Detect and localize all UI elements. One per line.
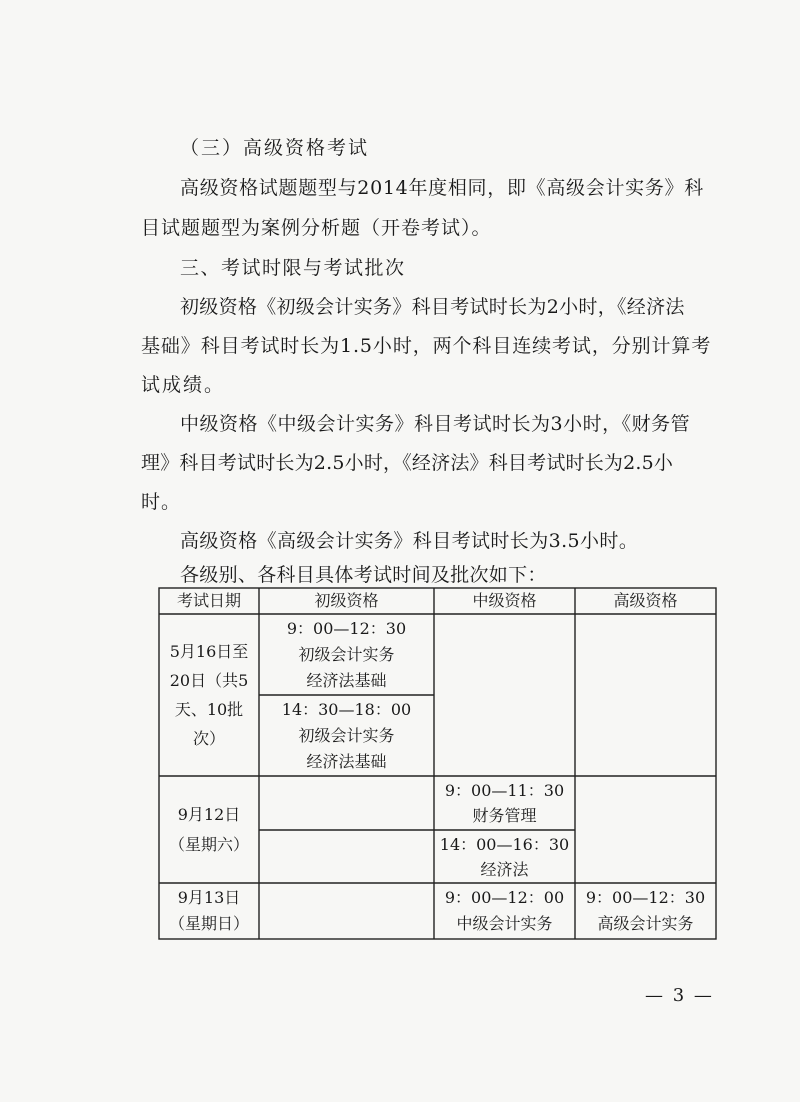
date-cell-may <box>159 614 259 776</box>
senior-sep13 <box>575 883 716 939</box>
date-line: 20日（共5 <box>169 671 249 690</box>
junior-batch-morning <box>259 614 434 695</box>
time-range: 9：00—11：30 <box>444 781 565 800</box>
paragraph-intermediate-line-1: 中级资格《中级会计实务》科目考试时长为3小时，《财务管 <box>180 413 691 435</box>
header-exam-date: 考试日期 <box>176 591 241 610</box>
intermediate-sep13 <box>434 883 575 939</box>
section-heading-exam-duration: 三、考试时限与考试批次 <box>180 257 406 279</box>
time-range: 9：00—12：00 <box>444 888 565 907</box>
date-line: 5月16日至 <box>169 642 249 661</box>
paragraph-junior-line-1: 初级资格《初级会计实务》科目考试时长为2小时，《经济法 <box>180 296 685 318</box>
subject: 财务管理 <box>472 806 537 825</box>
heading-senior-exam: （三）高级资格考试 <box>180 137 370 159</box>
header-intermediate: 中级资格 <box>472 591 537 610</box>
paragraph-junior-line-3: 试成绩。 <box>141 374 226 396</box>
subject: 经济法 <box>480 859 529 879</box>
subject: 高级会计实务 <box>597 914 694 933</box>
subject: 经济法基础 <box>306 670 387 690</box>
date-cell-sep13 <box>159 883 259 939</box>
time-range: 14：00—16：30 <box>439 834 570 854</box>
time-range: 9：00—12：30 <box>585 888 706 907</box>
time-range: 9：00—12：30 <box>286 618 407 638</box>
subject: 经济法基础 <box>306 751 387 771</box>
header-junior: 初级资格 <box>314 591 379 610</box>
date-line: 9月13日 <box>177 888 241 907</box>
paragraph-junior-line-2: 基础》科目考试时长为1.5小时，两个科目连续考试，分别计算考 <box>141 335 712 357</box>
intermediate-batch-morning <box>434 776 575 830</box>
intermediate-batch-afternoon <box>434 830 575 883</box>
subject: 中级会计实务 <box>456 914 553 933</box>
paragraph-senior-duration: 高级资格《高级会计实务》科目考试时长为3.5小时。 <box>180 530 639 552</box>
paragraph-intermediate-line-3: 时。 <box>141 491 182 513</box>
paragraph-intermediate-line-2: 理》科目考试时长为2.5小时，《经济法》科目考试时长为2.5小 <box>141 452 674 474</box>
subject: 初级会计实务 <box>298 644 395 664</box>
header-senior: 高级资格 <box>613 591 678 610</box>
date-line: （星期日） <box>168 914 249 933</box>
date-line: 次） <box>192 729 225 748</box>
date-line: 9月12日 <box>177 804 241 824</box>
paragraph-senior-line-2: 目试题题型为案例分析题（开卷考试）。 <box>141 217 492 239</box>
subject: 初级会计实务 <box>298 725 395 745</box>
junior-batch-afternoon <box>259 695 434 776</box>
paragraph-senior-line-1: 高级资格试题题型与2014年度相同，即《高级会计实务》科 <box>180 177 704 199</box>
date-cell-sep12 <box>159 776 259 883</box>
time-range: 14：30—18：00 <box>281 699 412 719</box>
paragraph-table-intro: 各级别、各科目具体考试时间及批次如下： <box>180 564 547 586</box>
date-line: （星期六） <box>168 834 249 854</box>
date-line: 天、10批 <box>174 700 244 719</box>
page-number: — 3 — <box>645 985 714 1006</box>
